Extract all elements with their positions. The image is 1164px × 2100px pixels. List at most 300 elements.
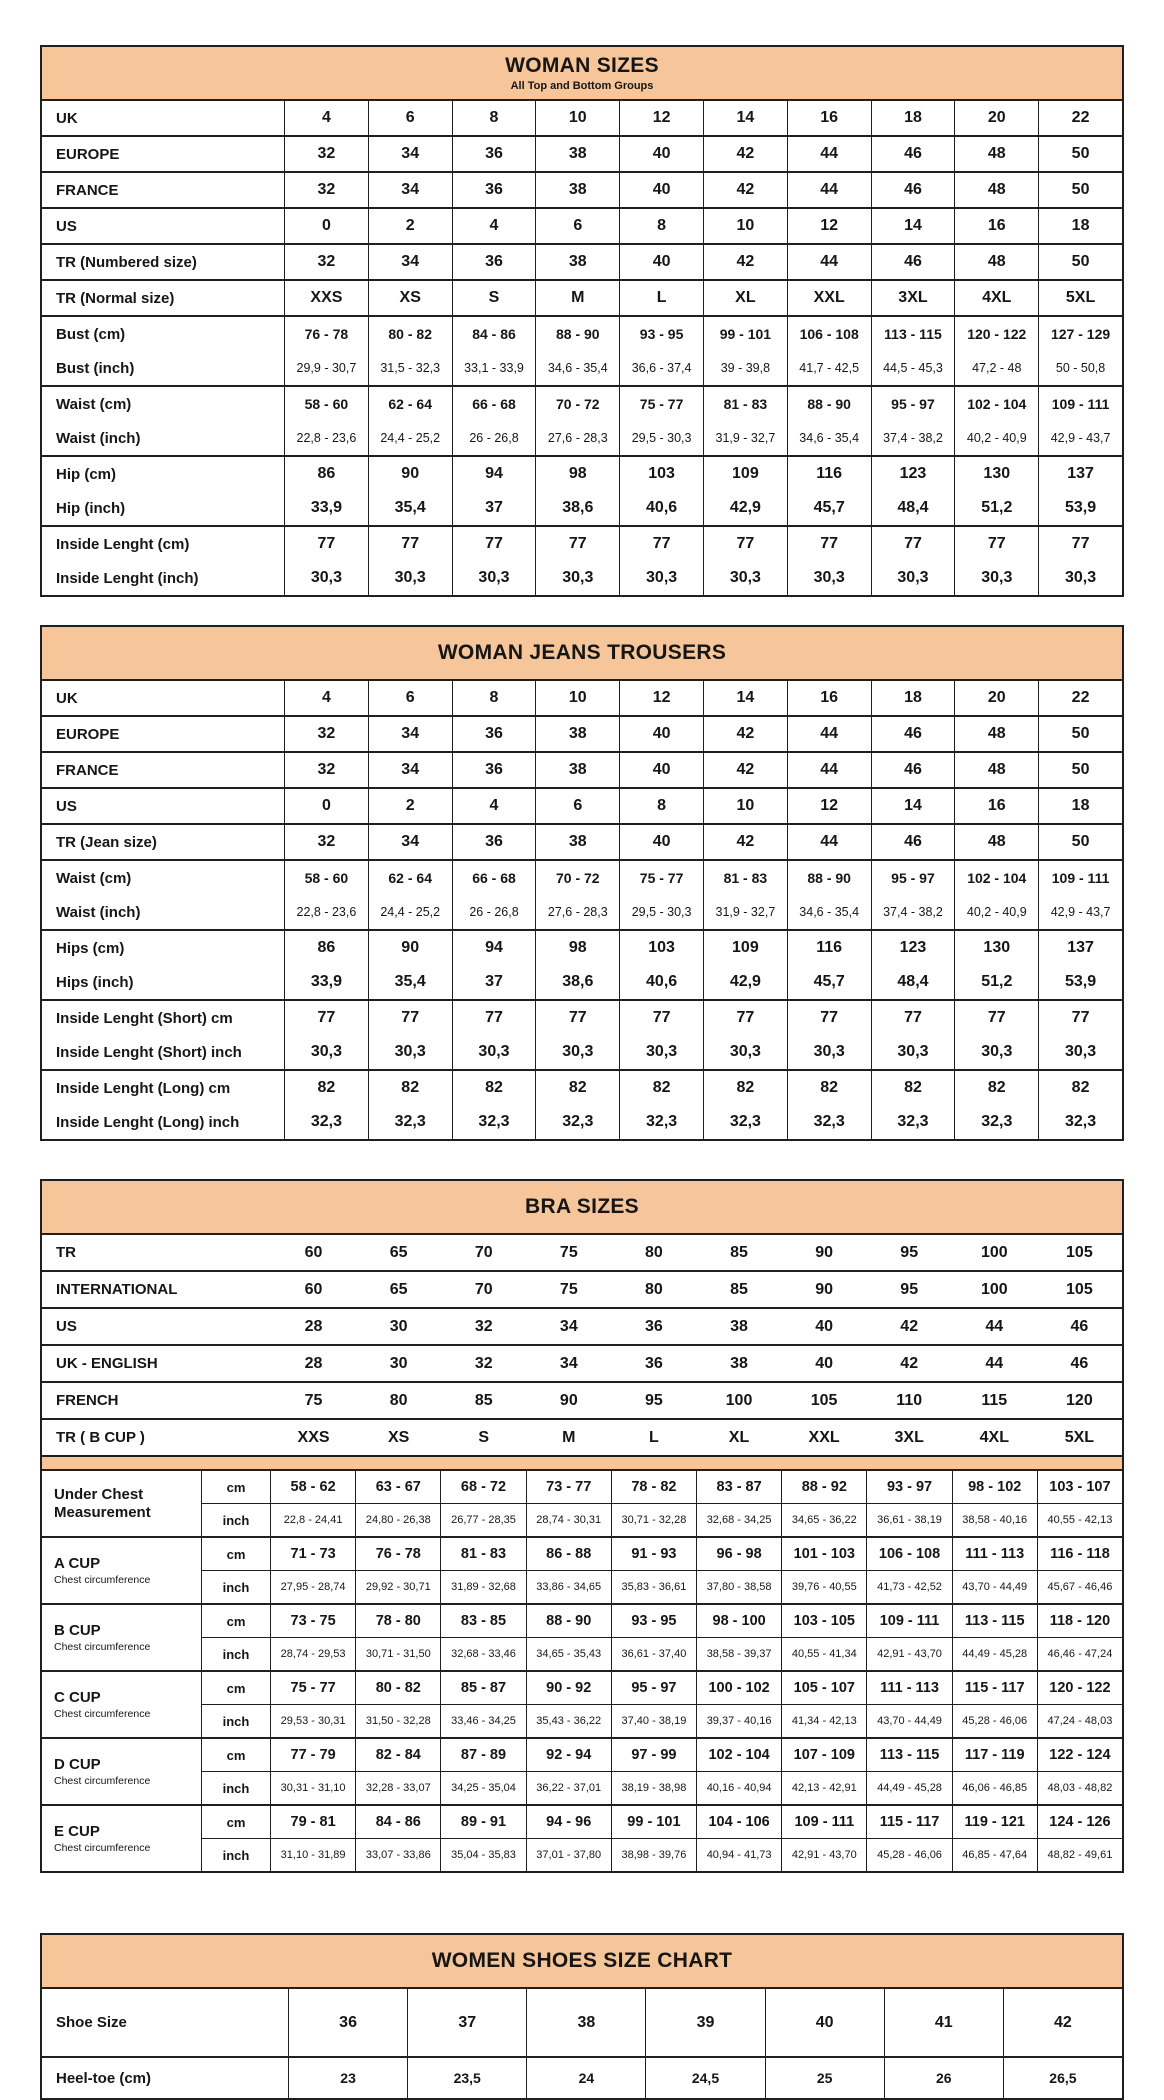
table-cell: 100 (980, 1243, 1008, 1261)
table-cell: 41,34 - 42,13 (781, 1705, 866, 1737)
cup-section (42, 1804, 1122, 1871)
table-cell: 32,3 (871, 1105, 955, 1139)
table-cell: 40 (815, 1317, 833, 1335)
table-cell: 46,06 - 46,85 (952, 1772, 1037, 1804)
table-cell: 90 (559, 1391, 578, 1409)
table-cell: 42 (1003, 1989, 1122, 2056)
cup-section (42, 1471, 1122, 1536)
table-cell: 84 - 86 (452, 317, 536, 351)
cup-section (42, 1670, 1122, 1737)
table-cell: 8 (619, 789, 703, 823)
table-cell: 32,3 (452, 1105, 536, 1139)
table-cell: 22,8 - 23,6 (296, 905, 357, 919)
table-cell: 8 (452, 681, 536, 715)
table-section (42, 1235, 1122, 1270)
table-cell: 81 - 83 (440, 1538, 525, 1570)
table-cell: 82 (954, 1071, 1038, 1105)
table-cell: 86 (317, 939, 336, 956)
table-title: WOMAN SIZES (505, 54, 659, 77)
table-cell: 84 - 86 (355, 1806, 440, 1838)
table-cell: 78 - 80 (355, 1605, 440, 1637)
table-cell: 40 (619, 245, 703, 279)
table-cell: 48,4 (871, 965, 955, 999)
table-cell: 40,2 - 40,9 (954, 421, 1038, 455)
table-cell: 3XL (894, 1428, 924, 1446)
table-cell: 34,25 - 35,04 (440, 1772, 525, 1804)
table-cell: 85 (474, 1391, 493, 1409)
row-label: Inside Lenght (Short) cm (42, 1001, 285, 1035)
table-cell: 40 (765, 1989, 884, 2056)
table-cell: 32,68 - 33,46 (440, 1638, 525, 1670)
table-cell: 10 (703, 209, 787, 243)
table-cell: 88 - 90 (535, 317, 619, 351)
table-cell: M (535, 281, 619, 315)
table-cell: 95 - 97 (871, 861, 955, 895)
unit-label: cm (202, 1471, 271, 1503)
table-section (42, 1344, 1122, 1381)
table-cell: 26,5 (1003, 2058, 1122, 2098)
table-cell: 36 (645, 1317, 663, 1335)
table-cell: 4 (452, 789, 536, 823)
table-cell: 77 - 79 (290, 1747, 336, 1763)
table-cell: 0 (321, 217, 331, 234)
table-cell: 78 - 82 (611, 1471, 696, 1503)
table-cell: 102 - 104 (954, 387, 1038, 421)
table-cell: 29,9 - 30,7 (296, 361, 357, 375)
table-cell: 44 (787, 753, 871, 787)
cup-section (42, 1603, 1122, 1670)
bra-cup-body (42, 1471, 1122, 1871)
cup-sub-text: Chest circumference (54, 1707, 151, 1720)
cup-label (42, 1672, 202, 1737)
table-cell: 31,89 - 32,68 (440, 1571, 525, 1603)
row-label: Inside Lenght (Short) inch (42, 1035, 285, 1069)
table-cell: 40 (619, 137, 703, 171)
table-cell: 66 - 68 (452, 387, 536, 421)
table-cell: 123 (871, 931, 955, 965)
table-cell: 111 - 113 (952, 1538, 1037, 1570)
table-cell: 106 - 108 (866, 1538, 951, 1570)
table-cell: 16 (954, 209, 1038, 243)
table-cell: XL (703, 281, 787, 315)
table-cell: 30,3 (787, 561, 871, 595)
table-cell: 127 - 129 (1038, 317, 1122, 351)
table-cell: 36 (452, 137, 536, 171)
table-cell: 98 - 102 (952, 1471, 1037, 1503)
table-cell: 104 - 106 (696, 1806, 781, 1838)
table-cell: 44,49 - 45,28 (952, 1638, 1037, 1670)
table-section (42, 243, 1122, 279)
row-label: US (42, 209, 285, 243)
row-label: TR (Numbered size) (42, 245, 285, 279)
table-cell: 44 (787, 173, 871, 207)
table-cell: 42,91 - 43,70 (866, 1638, 951, 1670)
table-cell: 40,16 - 40,94 (696, 1772, 781, 1804)
table-cell: 37,4 - 38,2 (871, 421, 955, 455)
table-cell: 40 (815, 1354, 833, 1372)
table-cell: 58 - 60 (304, 396, 349, 412)
table-cell: 32,3 (368, 1105, 452, 1139)
table-cell: 103 (619, 931, 703, 965)
table-row (42, 1272, 1122, 1307)
table-cell: 5XL (1064, 1428, 1095, 1446)
table-cell: 32 (317, 181, 336, 198)
table-cell: 12 (787, 209, 871, 243)
table-cell: 41 (884, 1989, 1003, 2056)
table-cell: 36,61 - 37,40 (611, 1638, 696, 1670)
table-cell: 122 - 124 (1037, 1739, 1122, 1771)
unit-label: cm (202, 1806, 271, 1838)
table-cell: 40 (619, 825, 703, 859)
table-cell: 46,85 - 47,64 (952, 1839, 1037, 1871)
table-cell: 30,71 - 32,28 (611, 1504, 696, 1536)
table-row (42, 895, 1122, 929)
women-shoes-table (40, 1933, 1124, 2100)
table-cell: 37 (407, 1989, 526, 2056)
cup-label (42, 1605, 202, 1670)
table-cell: 38 (526, 1989, 645, 2056)
table-cell: 115 - 117 (866, 1806, 951, 1838)
table-cell: 34,65 - 35,43 (526, 1638, 611, 1670)
table-cell: 83 - 87 (696, 1471, 781, 1503)
row-label: Waist (inch) (42, 895, 285, 929)
table-cell: 36,6 - 37,4 (619, 351, 703, 385)
table-cell: 30 (389, 1354, 408, 1372)
row-label: Inside Lenght (cm) (42, 527, 285, 561)
table-cell: XXS (297, 1428, 330, 1446)
table-cell: 38,58 - 39,37 (696, 1638, 781, 1670)
cup-rows (202, 1471, 1122, 1536)
table-row (42, 1235, 1122, 1270)
table-cell: 39,76 - 40,55 (781, 1571, 866, 1603)
table-cell: 45,28 - 46,06 (952, 1705, 1037, 1737)
table-cell: 88 - 92 (781, 1471, 866, 1503)
table-cell: 38,19 - 38,98 (611, 1772, 696, 1804)
table-cell: 31,50 - 32,28 (355, 1705, 440, 1737)
table-cell: 18 (871, 681, 955, 715)
table-cell: XXS (310, 289, 343, 306)
woman-sizes-table (40, 45, 1124, 597)
table-cell: 38 (730, 1354, 748, 1372)
table-cell: 101 - 103 (781, 1538, 866, 1570)
table-cell: 46,46 - 47,24 (1037, 1638, 1122, 1670)
table-section (42, 101, 1122, 135)
unit-label: cm (202, 1538, 271, 1570)
table-cell: 38 (535, 137, 619, 171)
table-row (42, 717, 1122, 751)
table-section (42, 1270, 1122, 1307)
table-cell: 41,73 - 42,52 (866, 1571, 951, 1603)
table-cell: 80 (389, 1391, 408, 1409)
table-cell: 130 (954, 457, 1038, 491)
table-cell: 18 (1038, 209, 1122, 243)
table-cell: 10 (535, 101, 619, 135)
table-cell: 35,4 (368, 965, 452, 999)
table-cell: 6 (535, 209, 619, 243)
table-cell: 76 - 78 (304, 326, 349, 342)
table-cell: 22 (1038, 101, 1122, 135)
table-cell: 120 - 122 (1037, 1672, 1122, 1704)
table-cell: 24,80 - 26,38 (355, 1504, 440, 1536)
table-cell: 109 (703, 457, 787, 491)
table-cell: 24,5 (645, 2058, 764, 2098)
jeans-header (42, 627, 1122, 681)
table-cell: 93 - 95 (619, 317, 703, 351)
table-cell: 14 (703, 101, 787, 135)
table-cell: 66 - 68 (452, 861, 536, 895)
table-cell: 26 - 26,8 (452, 421, 536, 455)
table-cell: 33,46 - 34,25 (440, 1705, 525, 1737)
table-cell: 39 (645, 1989, 764, 2056)
table-cell: 30,3 (954, 1035, 1038, 1069)
table-section (42, 279, 1122, 315)
table-cell: 32,3 (954, 1105, 1038, 1139)
table-section (42, 1418, 1122, 1455)
table-cell: 38 (535, 245, 619, 279)
woman-sizes-header (42, 47, 1122, 101)
table-cell: 77 (703, 527, 787, 561)
table-cell: 75 - 77 (619, 387, 703, 421)
row-label: TR (Normal size) (42, 281, 285, 315)
row-label: TR ( B CUP ) (56, 1429, 145, 1446)
table-cell: 53,9 (1038, 965, 1122, 999)
table-cell: 47,2 - 48 (954, 351, 1038, 385)
table-row (42, 1071, 1122, 1105)
table-row (202, 1605, 1122, 1637)
cup-section (42, 1737, 1122, 1804)
table-cell: 75 (559, 1280, 578, 1298)
table-cell: 97 - 99 (611, 1739, 696, 1771)
table-cell: 30,3 (535, 561, 619, 595)
table-cell: 75 (559, 1243, 578, 1261)
row-label: Hips (cm) (42, 931, 285, 965)
table-cell: 85 (730, 1243, 748, 1261)
table-section (42, 787, 1122, 823)
table-cell: 95 - 97 (871, 387, 955, 421)
table-cell: 30,3 (452, 561, 536, 595)
table-cell: 113 - 115 (871, 317, 955, 351)
table-row (42, 527, 1122, 561)
table-cell: 70 - 72 (535, 387, 619, 421)
table-cell: 44 (985, 1354, 1004, 1372)
table-row (42, 137, 1122, 171)
table-cell: 37,01 - 37,80 (526, 1839, 611, 1871)
table-cell: 58 - 62 (290, 1479, 336, 1495)
table-cell: 109 (703, 931, 787, 965)
table-cell: 75 - 77 (290, 1680, 336, 1696)
table-cell: 50 (1038, 173, 1122, 207)
table-cell: XXL (787, 281, 871, 315)
table-row (202, 1838, 1122, 1871)
table-cell: 80 (645, 1280, 663, 1298)
table-cell: 28,74 - 29,53 (280, 1648, 346, 1660)
table-cell: 26 - 26,8 (452, 895, 536, 929)
table-cell: 62 - 64 (368, 387, 452, 421)
row-label: Hip (cm) (42, 457, 285, 491)
table-section (42, 315, 1122, 385)
table-cell: 44 (985, 1317, 1004, 1335)
table-cell: 48 (954, 753, 1038, 787)
row-label: Heel-toe (cm) (42, 2058, 289, 2098)
table-cell: 36,61 - 38,19 (866, 1504, 951, 1536)
table-cell: 77 (787, 1001, 871, 1035)
unit-label: inch (202, 1638, 271, 1670)
table-cell: S (452, 281, 536, 315)
table-cell: 103 - 107 (1037, 1471, 1122, 1503)
table-cell: 30,3 (310, 569, 342, 586)
cup-name-text: Under Chest Measurement (54, 1486, 151, 1521)
table-cell: 90 (368, 457, 452, 491)
table-cell: 44,49 - 45,28 (866, 1772, 951, 1804)
table-row (42, 351, 1122, 385)
table-cell: 36 (339, 2013, 357, 2031)
table-cell: 36 (452, 825, 536, 859)
table-cell: 85 (730, 1280, 748, 1298)
table-cell: 18 (1038, 789, 1122, 823)
table-cell: 91 - 93 (611, 1538, 696, 1570)
table-cell: 14 (703, 681, 787, 715)
table-row (202, 1503, 1122, 1536)
table-cell: 81 - 83 (703, 387, 787, 421)
cup-sub-text: Chest circumference (54, 1841, 151, 1854)
table-cell: 42,91 - 43,70 (781, 1839, 866, 1871)
table-cell: 45,7 (787, 491, 871, 525)
table-cell: 111 - 113 (866, 1672, 951, 1704)
table-cell: 27,6 - 28,3 (535, 421, 619, 455)
table-cell: 26,77 - 28,35 (440, 1504, 525, 1536)
table-cell: 42 (703, 825, 787, 859)
cup-label (42, 1538, 202, 1603)
table-cell: 28,74 - 30,31 (526, 1504, 611, 1536)
table-row (202, 1637, 1122, 1670)
table-cell: 62 - 64 (368, 861, 452, 895)
table-cell: 85 - 87 (440, 1672, 525, 1704)
unit-label: cm (202, 1739, 271, 1771)
table-cell: S (478, 1428, 490, 1446)
table-cell: 26 (884, 2058, 1003, 2098)
table-row (42, 173, 1122, 207)
table-cell: 6 (535, 789, 619, 823)
table-cell: 116 (787, 457, 871, 491)
table-cell: 46 (871, 825, 955, 859)
table-cell: 4XL (954, 281, 1038, 315)
table-cell: 82 (535, 1071, 619, 1105)
table-cell: 44 (787, 825, 871, 859)
row-label: FRANCE (42, 173, 285, 207)
table-cell: 48 (954, 173, 1038, 207)
table-cell: 32,68 - 34,25 (696, 1504, 781, 1536)
table-cell: 32,28 - 33,07 (355, 1772, 440, 1804)
unit-label: inch (202, 1705, 271, 1737)
table-cell: 46 (871, 717, 955, 751)
table-cell: 35,83 - 36,61 (611, 1571, 696, 1603)
table-cell: 130 (954, 931, 1038, 965)
table-cell: 77 (703, 1001, 787, 1035)
table-row (42, 491, 1122, 525)
unit-label: inch (202, 1772, 271, 1804)
table-row (202, 1672, 1122, 1704)
unit-label: cm (202, 1605, 271, 1637)
table-cell: 4XL (979, 1428, 1009, 1446)
table-cell: 30,3 (619, 561, 703, 595)
table-cell: 30,3 (871, 1035, 955, 1069)
table-cell: 30,3 (368, 1035, 452, 1069)
table-cell: 77 (619, 1001, 703, 1035)
table-cell: 48 (954, 245, 1038, 279)
table-cell: 43,70 - 44,49 (952, 1571, 1037, 1603)
table-cell: 44 (787, 245, 871, 279)
cup-rows (202, 1538, 1122, 1603)
table-cell: 79 - 81 (290, 1814, 336, 1830)
table-cell: 120 (1066, 1391, 1093, 1409)
table-row (42, 1420, 1122, 1455)
table-section (42, 207, 1122, 243)
table-cell: 103 - 105 (781, 1605, 866, 1637)
table-cell: 34 (559, 1317, 578, 1335)
row-label: Inside Lenght (Long) inch (42, 1105, 285, 1139)
table-cell: 32 (317, 725, 336, 742)
row-label: Waist (cm) (42, 861, 285, 895)
table-cell: 51,2 (954, 965, 1038, 999)
table-cell: 29,5 - 30,3 (619, 895, 703, 929)
table-row (202, 1538, 1122, 1570)
table-cell: 107 - 109 (781, 1739, 866, 1771)
table-cell: 82 (787, 1071, 871, 1105)
jeans-body (42, 681, 1122, 1139)
cup-section (42, 1536, 1122, 1603)
table-cell: 44,5 - 45,3 (871, 351, 955, 385)
table-cell: 33,1 - 33,9 (452, 351, 536, 385)
table-cell: 30,3 (1038, 561, 1122, 595)
table-cell: 14 (871, 789, 955, 823)
table-cell: 8 (619, 209, 703, 243)
table-cell: 32,3 (1038, 1105, 1122, 1139)
table-cell: 4 (321, 109, 331, 126)
table-section (42, 1069, 1122, 1139)
table-cell: 68 - 72 (440, 1471, 525, 1503)
table-cell: 77 (787, 527, 871, 561)
table-cell: 71 - 73 (290, 1546, 336, 1562)
table-cell: 77 (452, 527, 536, 561)
table-row (202, 1471, 1122, 1503)
cup-sub-text: Chest circumference (54, 1774, 151, 1787)
table-cell: 42,9 (703, 491, 787, 525)
table-cell: 46 (1070, 1317, 1089, 1335)
table-section (42, 135, 1122, 171)
table-cell: 40,55 - 42,13 (1037, 1504, 1122, 1536)
table-section (42, 859, 1122, 929)
table-section (42, 1381, 1122, 1418)
table-cell: 106 - 108 (787, 317, 871, 351)
table-cell: 22,8 - 24,41 (283, 1514, 343, 1526)
table-cell: 45,67 - 46,46 (1037, 1571, 1122, 1603)
table-cell: 30 (389, 1317, 408, 1335)
table-cell: 44 (787, 717, 871, 751)
table-cell: 48,03 - 48,82 (1037, 1772, 1122, 1804)
table-cell: 110 (896, 1391, 923, 1409)
table-cell: 40 (619, 717, 703, 751)
table-cell: 33,9 (310, 973, 342, 990)
table-cell: 32,3 (703, 1105, 787, 1139)
table-cell: 2 (368, 789, 452, 823)
table-cell: 82 (703, 1071, 787, 1105)
table-cell: 86 - 88 (526, 1538, 611, 1570)
table-cell: 50 (1038, 753, 1122, 787)
table-cell: 65 (389, 1243, 408, 1261)
table-cell: 30,3 (703, 561, 787, 595)
table-cell: 94 (452, 931, 536, 965)
table-cell: 124 - 126 (1037, 1806, 1122, 1838)
